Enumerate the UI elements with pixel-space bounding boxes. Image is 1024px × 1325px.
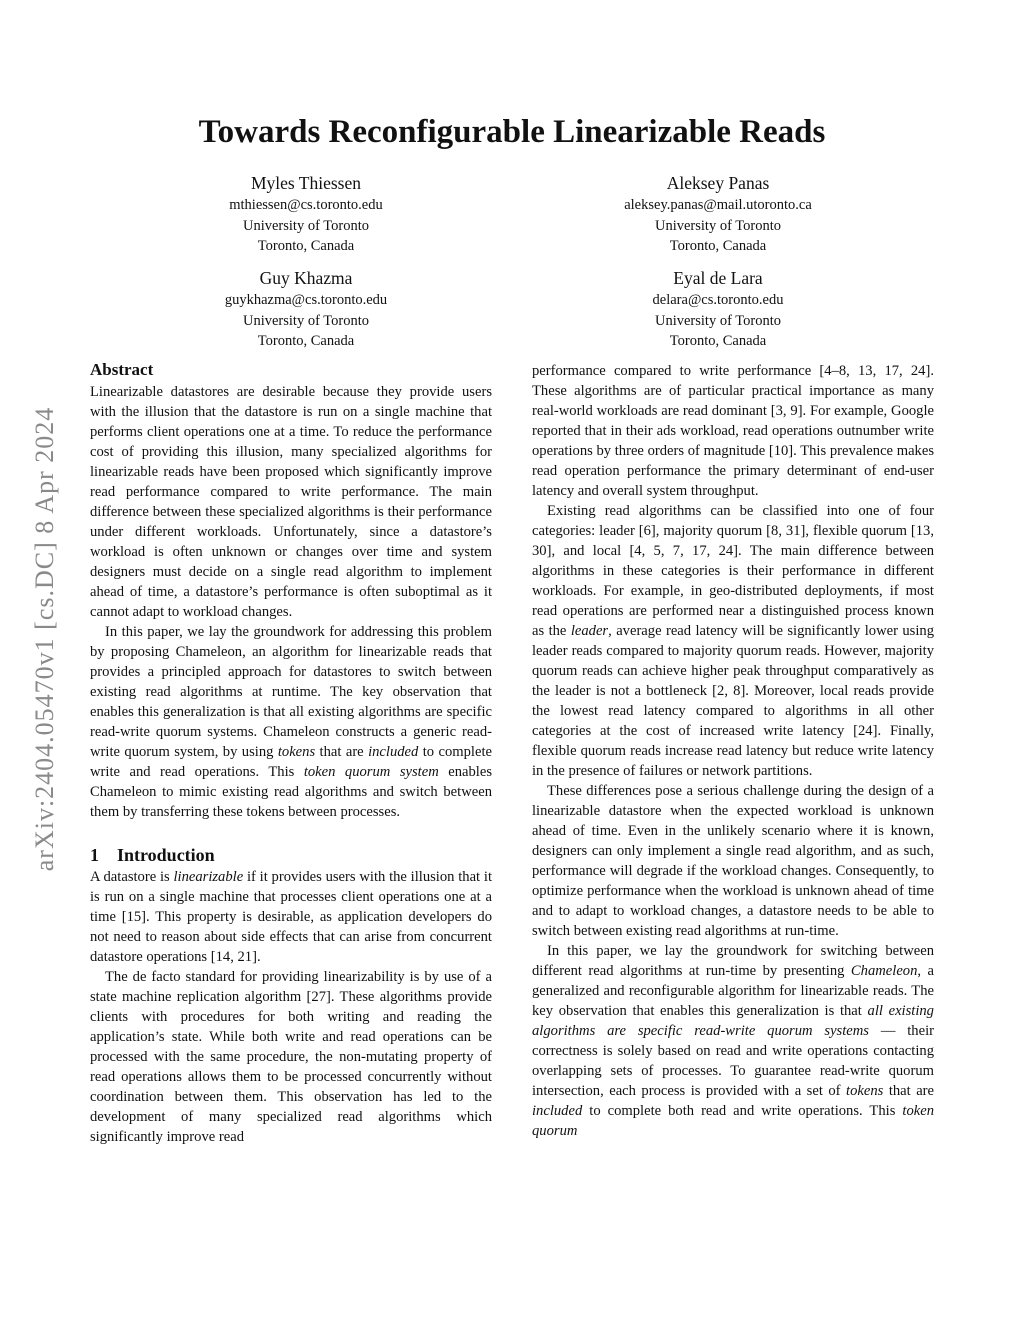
author-affiliation: University of Toronto (243, 312, 369, 329)
author-location: Toronto, Canada (669, 333, 767, 349)
abstract-paragraph: Linearizable datastores are desirable because they provide users with the illusion that the datastore is run on a single machine that performs client operations one at a time. To reduce the performance cost of providing this illusion, many specialized algorithms for linearizable reads have been proposed which significantly improve read performance compared to write performance. The main difference between these specialized algorithms is their performance under different workloads. Unfortunately, since a datastore’s workload is often unknown or changes over time and system designers must decide on a single read algorithm to implement ahead of time, a datastore’s performance is often suboptimal as it cannot adapt to workload changes. (90, 384, 492, 620)
paper-title: Towards Reconfigurable Linearizable Reads (198, 114, 826, 150)
author-location: Toronto, Canada (669, 238, 767, 254)
author-email: delara@cs.toronto.edu (652, 292, 784, 308)
author-block (568, 267, 868, 352)
author-block (156, 172, 456, 257)
author-email: guykhazma@cs.toronto.edu (224, 292, 388, 308)
section-heading-introduction: 1 Introduction (90, 845, 215, 865)
intro-paragraph: These differences pose a serious challenge during the design of a linearizable datastore when the expected workload is unknown ahead of time. Even in the unlikely scenario where it is known, designers can only implement a single read algorithm, and as such, performance will degrade if the workload changes. Consequently, to optimize performance when the workload is unknown ahead of time and to adapt to workload changes, a datastore needs to be able to switch between existing read algorithms at run-time. (532, 783, 934, 939)
intro-paragraph: The de facto standard for providing linearizability is by use of a state machine replication algorithm [27]. These algorithms provide clients with procedures for both writing and reading the application’s state. While both write and read operations can be processed with the same procedure, the non-mutating property of read operations allows them to be processed concurrently without coordination between them. This observation has led to the development of many specialized read algorithms which significantly improve read (90, 969, 492, 1145)
intro-paragraph: Existing read algorithms can be classified into one of four categories: leader [6], majority quorum [8, 31], flexible quorum [13, 30], and local [4, 5, 7, 17, 24]. The main difference between algorithms in these categories is their performance in different workloads. For example, in geo-distributed deployments, if most read operations are performed near a distinguished process known as the leader, average read latency will be significantly lower using leader reads compared to majority quorum reads. However, majority quorum reads can achieve higher peak throughput comparatively as the leader is not a bottleneck [2, 8]. Moreover, local reads provide the lowest read latency compared to algorithms in all other categories at the cost of increased write latency [24]. Finally, flexible quorum reads increase read latency but reduce write latency in the presence of failures or network partitions. (532, 503, 934, 779)
author-location: Toronto, Canada (257, 333, 355, 349)
intro-paragraph: A datastore is linearizable if it provides users with the illusion that it is run on a single machine that processes client operations one at a time [15]. This property is desirable, as application developers do not need to reason about side effects that can arise from concurrent datastore operations [14, 21]. (90, 869, 492, 965)
author-block (568, 172, 868, 257)
author-name: Eyal de Lara (673, 268, 763, 288)
abstract-paragraph: In this paper, we lay the groundwork for addressing this problem by proposing Chameleon, an algorithm for linearizable reads that provides a principled approach for datastores to switch between existing read algorithms at runtime. The key observation that enables this generalization is that all existing algorithms are specific read-write quorum systems. Chameleon constructs a generic read-write quorum system, by using tokens that are included to complete write and read operations. This token quorum system enables Chameleon to mimic existing read algorithms and switch between them by transferring these tokens between processes. (90, 624, 492, 820)
author-email: aleksey.panas@mail.utoronto.ca (624, 197, 812, 213)
arxiv-identifier-stamp (14, 350, 76, 928)
left-column (90, 360, 492, 1147)
right-column (532, 361, 934, 1141)
author-block (156, 267, 456, 352)
author-affiliation: University of Toronto (655, 312, 781, 329)
author-name: Guy Khazma (259, 268, 353, 288)
author-affiliation: University of Toronto (655, 217, 781, 234)
intro-paragraph: In this paper, we lay the groundwork for switching between different read algorithms at run-time by presenting Chameleon, a generalized and reconfigurable algorithm for linearizable reads. The key observation that enables this generalization is that all existing algorithms are specific read-write quorum systems — their correctness is solely based on read and write operations contacting overlapping sets of processes. To guarantee read-write quorum intersection, each process is provided with a set of tokens that are included to complete both read and write operations. This token quorum (532, 943, 935, 1139)
abstract-heading: Abstract (90, 360, 154, 379)
author-email: mthiessen@cs.toronto.edu (229, 197, 383, 213)
author-affiliation: University of Toronto (243, 217, 369, 234)
intro-paragraph-continued: performance compared to write performance [4–8, 13, 17, 24]. These algorithms are of particular practical importance as many real-world workloads are read dominant [3, 9]. For example, Google reported that in their ads workload, read operations outnumber write operations by three orders of magnitude [10]. This prevalence makes read operation performance the primary determinant of end-user latency and overall system throughput. (532, 363, 934, 499)
author-location: Toronto, Canada (257, 238, 355, 254)
author-name: Aleksey Panas (666, 173, 770, 193)
author-name: Myles Thiessen (250, 173, 362, 193)
arxiv-identifier-text: arXiv:2404.05470v1 [cs.DC] 8 Apr 2024 (30, 406, 59, 872)
